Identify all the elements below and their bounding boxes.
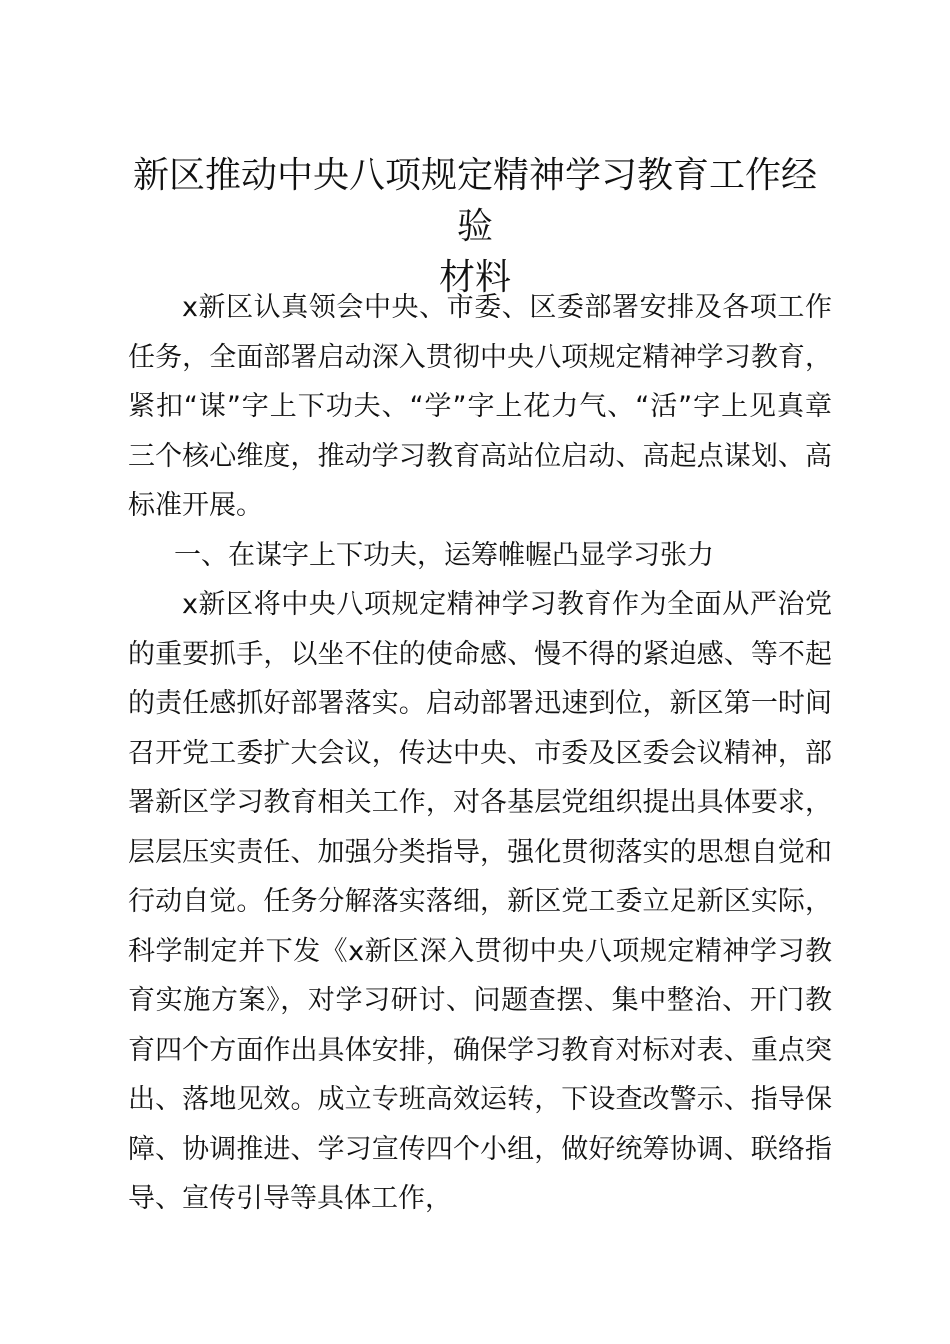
section-1-paragraph: x新区将中央八项规定精神学习教育作为全面从严治党的重要抓手，以坐不住的使命感、慢不得的紧迫感、等不起的责任感抓好部署落实。启动部署迅速到位，新区第一时间召开党工委扩大会议，传达中央、市委及区委会议精神，部署新区学习教育相关工作，对各基层党组织提出具体要求，层层压实责任、加强分类指导，强化贯彻落实的思想自觉和行动自觉。任务分解落实落细，新区党工委立足新区实际，科学制定并下发《x新区深入贯彻中央八项规定精神学习教育实施方案》，对学习研讨、问题查摆、集中整治、开门教育四个方面作出具体安排，确保学习教育对标对表、重点突出、落地见效。成立专班高效运转，下设查改警示、指导保障、协调推进、学习宣传四个小组，做好统筹协调、联络指导、宣传引导等具体工作，: [128, 589, 832, 1214]
title-line-2: 材料: [438, 257, 511, 298]
document-title: [118, 150, 832, 303]
section-heading-1: 一、在谋字上下功夫，运筹帷幄凸显学习张力: [174, 540, 714, 571]
intro-paragraph: x新区认真领会中央、市委、区委部署安排及各项工作任务，全面部署启动深入贯彻中央八项规定精神学习教育，紧扣“谋”字上下功夫、“学”字上花力气、“活”字上见真章三个核心维度，推动学习教育高站位启动、高起点谋划、高标准开展。: [128, 292, 832, 521]
title-line-1: 新区推动中央八项规定精神学习教育工作经验: [132, 155, 817, 247]
